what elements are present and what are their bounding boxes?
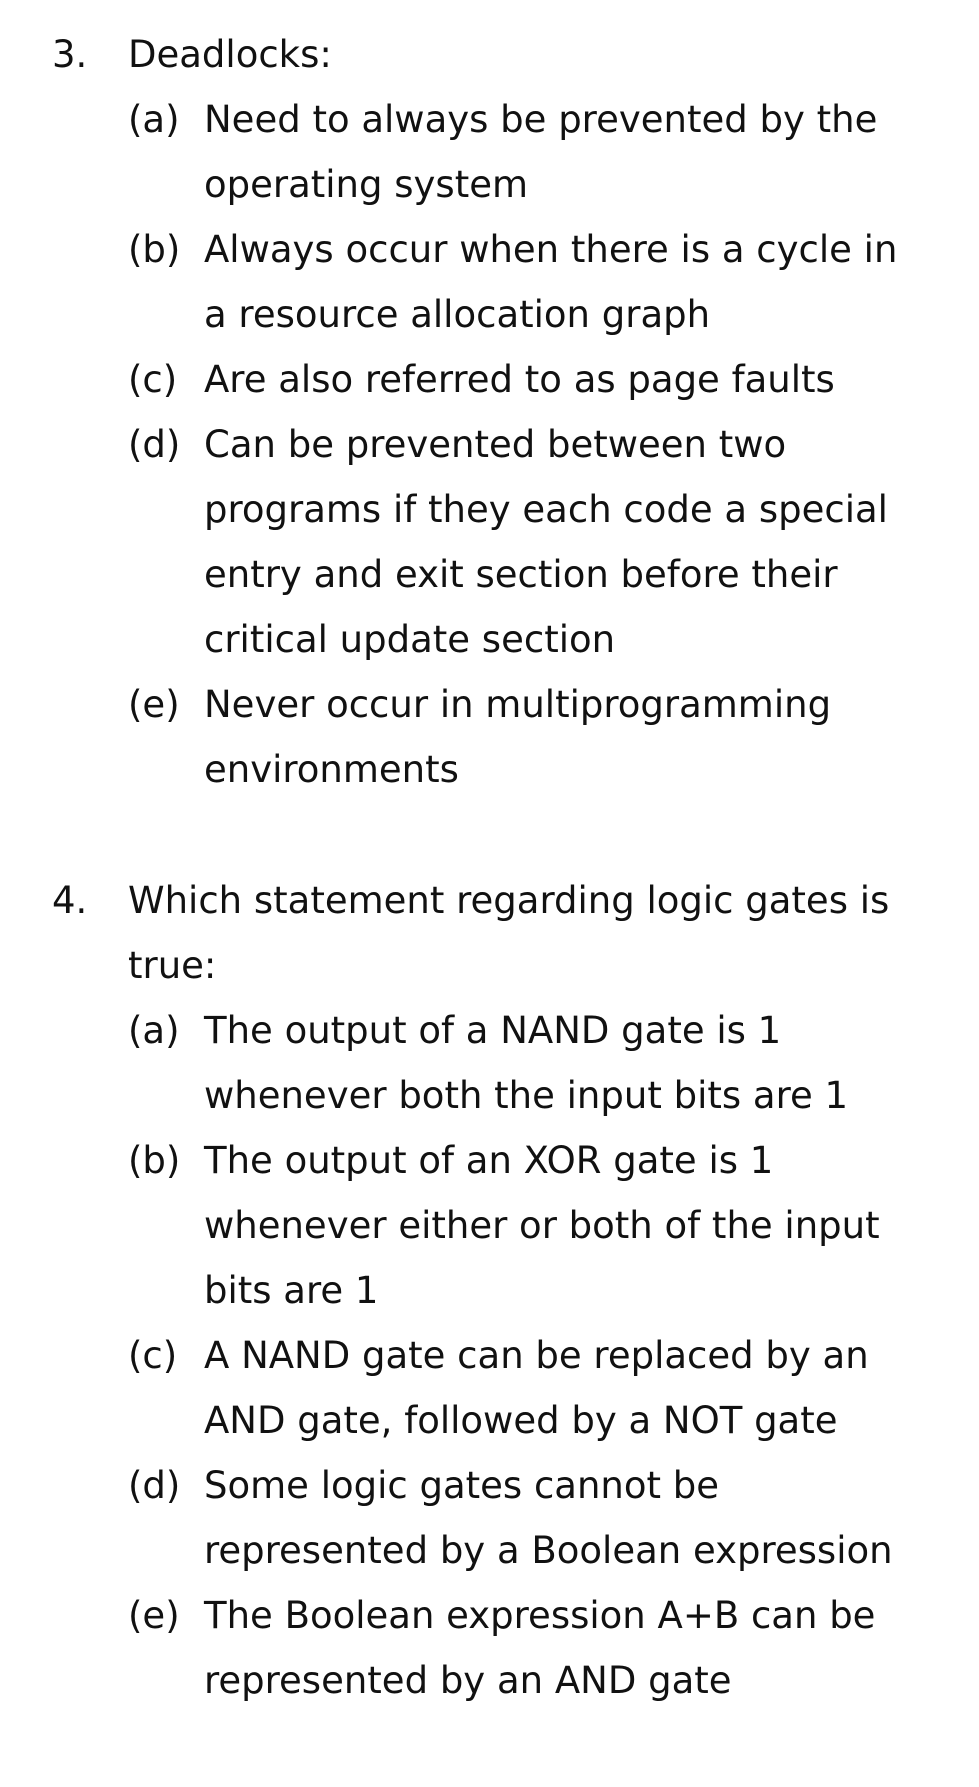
option-b — [52, 217, 952, 347]
question-stem-line — [52, 933, 952, 998]
question-stem-text: Which statement regarding logic gates is — [128, 879, 890, 922]
option-line — [52, 217, 952, 282]
option-line — [52, 607, 952, 672]
option-text: operating system — [204, 163, 529, 206]
option-text: entry and exit section before their — [204, 553, 838, 596]
option-letter: (a) — [128, 98, 180, 141]
option-text: whenever either or both of the input — [204, 1204, 880, 1247]
option-text: Are also referred to as page faults — [204, 358, 835, 401]
option-text: bits are 1 — [204, 1269, 379, 1312]
option-line — [52, 152, 952, 217]
option-letter: (c) — [128, 358, 178, 401]
option-a — [52, 87, 952, 217]
question-stem-text: Deadlocks: — [128, 33, 332, 76]
option-line — [52, 1063, 952, 1128]
option-line — [52, 477, 952, 542]
option-line — [52, 672, 952, 737]
option-line — [52, 1583, 952, 1648]
option-text: The output of an XOR gate is 1 — [204, 1139, 774, 1182]
option-line — [52, 1518, 952, 1583]
option-line — [52, 282, 952, 347]
option-letter: (a) — [128, 1009, 180, 1052]
option-text: The Boolean expression A+B can be — [204, 1594, 876, 1637]
option-letter: (e) — [128, 1594, 180, 1637]
option-line — [52, 1323, 952, 1388]
option-text: AND gate, followed by a NOT gate — [204, 1399, 838, 1442]
option-d — [52, 412, 952, 672]
option-letter: (b) — [128, 1139, 181, 1182]
option-text: A NAND gate can be replaced by an — [204, 1334, 869, 1377]
option-text: Can be prevented between two — [204, 423, 787, 466]
option-line — [52, 1258, 952, 1323]
option-text: whenever both the input bits are 1 — [204, 1074, 849, 1117]
question-stem-line — [52, 868, 952, 933]
option-text: Always occur when there is a cycle in — [204, 228, 898, 271]
option-text: Need to always be prevented by the — [204, 98, 878, 141]
option-line — [52, 542, 952, 607]
option-line — [52, 412, 952, 477]
option-text: environments — [204, 748, 459, 791]
option-line — [52, 1128, 952, 1193]
option-text: The output of a NAND gate is 1 — [204, 1009, 782, 1052]
option-line — [52, 87, 952, 152]
option-line — [52, 998, 952, 1063]
option-b — [52, 1128, 952, 1323]
option-line — [52, 1388, 952, 1453]
question-stem-text: true: — [128, 944, 217, 987]
option-text: represented by an AND gate — [204, 1659, 732, 1702]
option-text: Some logic gates cannot be — [204, 1464, 720, 1507]
option-c — [52, 347, 952, 412]
question-number: 3. — [52, 33, 88, 76]
option-letter: (e) — [128, 683, 180, 726]
option-line — [52, 737, 952, 802]
option-letter: (c) — [128, 1334, 178, 1377]
question-number: 4. — [52, 879, 88, 922]
option-text: represented by a Boolean expression — [204, 1529, 893, 1572]
question-3 — [52, 22, 952, 802]
option-a — [52, 998, 952, 1128]
question-4 — [52, 868, 952, 1713]
option-text: programs if they each code a special — [204, 488, 888, 531]
option-e — [52, 672, 952, 802]
option-text: critical update section — [204, 618, 616, 661]
option-c — [52, 1323, 952, 1453]
option-line — [52, 1648, 952, 1713]
option-line — [52, 1453, 952, 1518]
option-e — [52, 1583, 952, 1713]
option-line — [52, 1193, 952, 1258]
option-d — [52, 1453, 952, 1583]
option-text: Never occur in multiprogramming — [204, 683, 832, 726]
question-stem-line — [52, 22, 952, 87]
option-letter: (b) — [128, 228, 181, 271]
option-text: a resource allocation graph — [204, 293, 711, 336]
option-line — [52, 347, 952, 412]
option-letter: (d) — [128, 1464, 181, 1507]
option-letter: (d) — [128, 423, 181, 466]
